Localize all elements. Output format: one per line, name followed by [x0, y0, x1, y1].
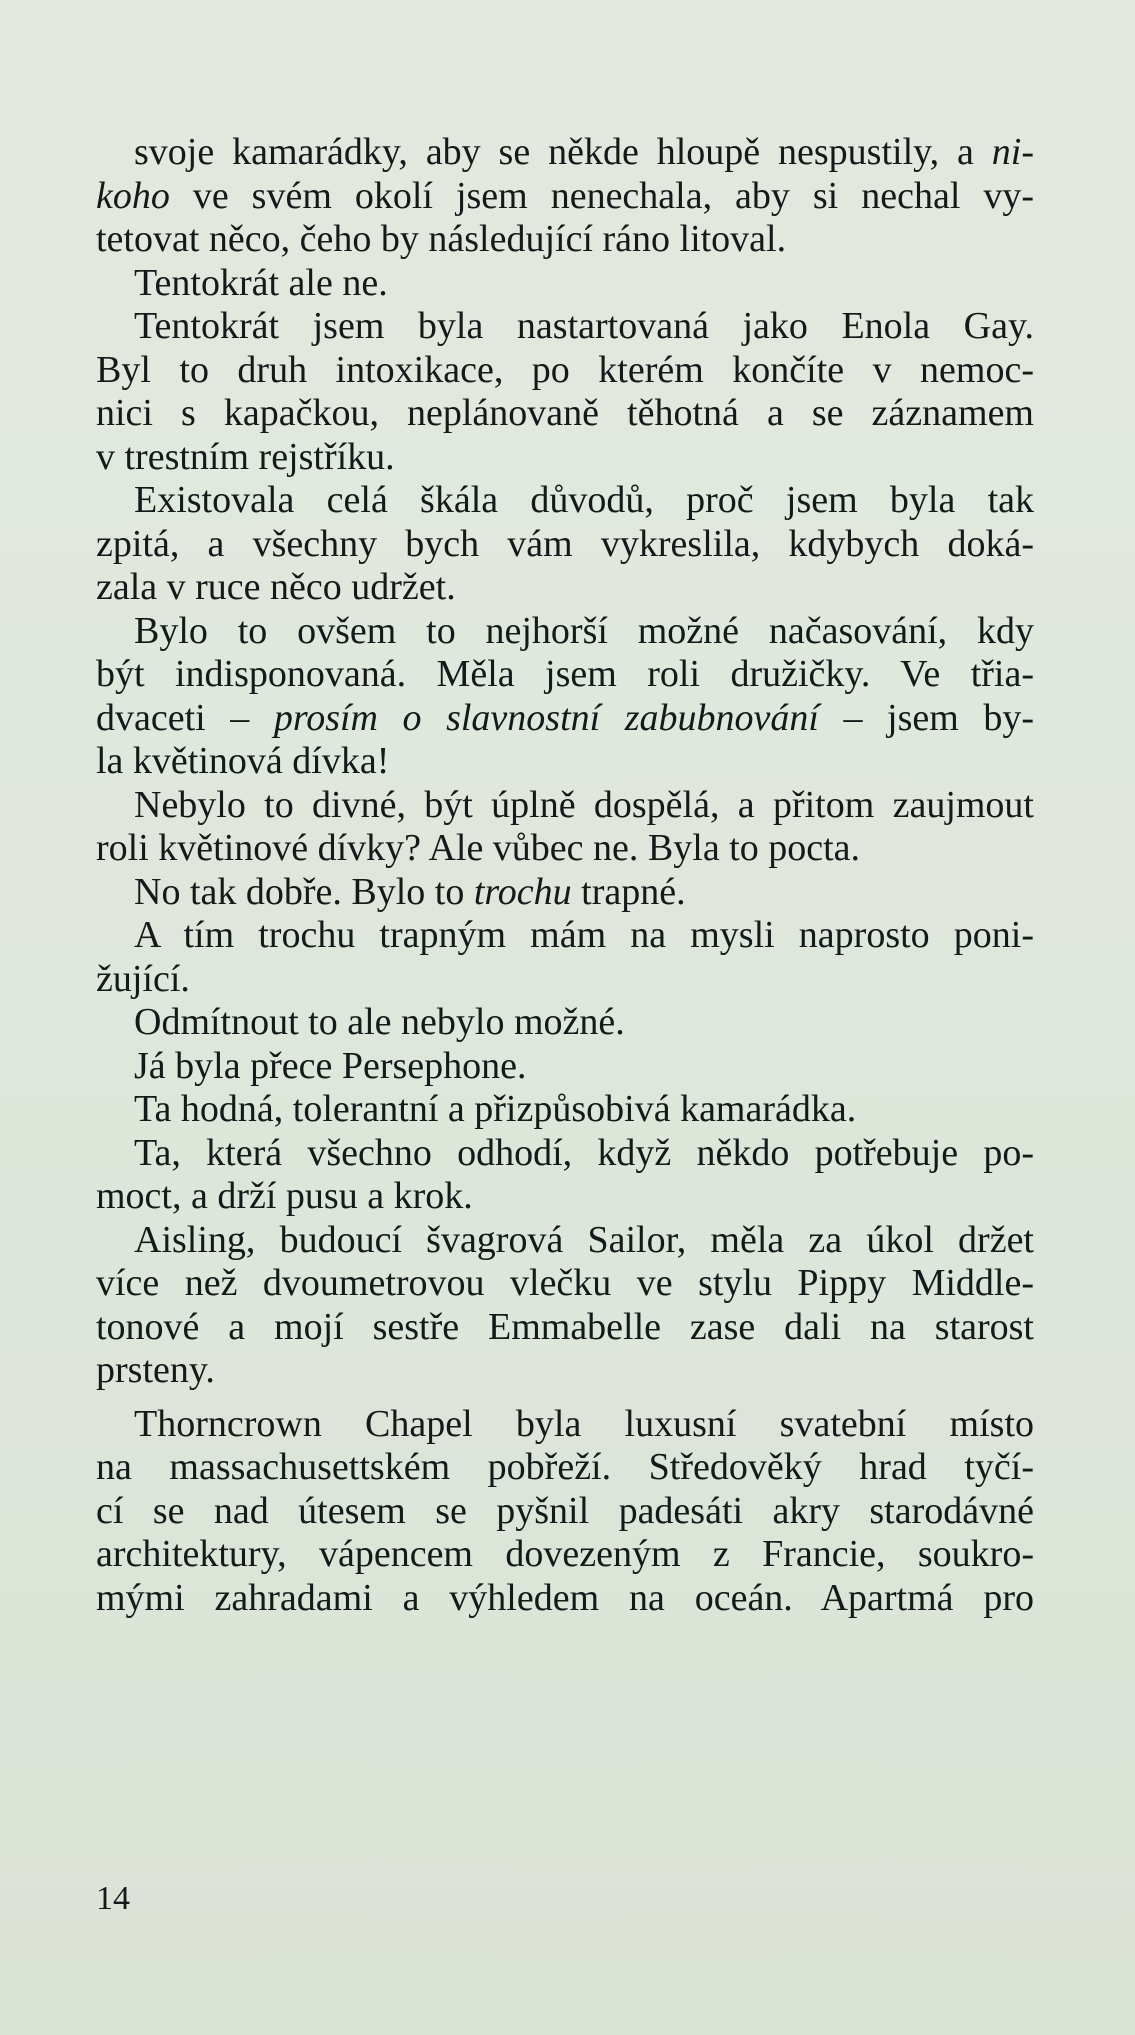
text-line: [96, 740, 1034, 784]
text-run: ve svém okolí jsem nenechala, aby si nechal vy-: [169, 174, 1034, 217]
text-line: [96, 1175, 1034, 1219]
text-run: nici s kapačkou, neplánovaně těhotná a se záznamem: [96, 392, 1034, 434]
text-line: [96, 218, 1034, 262]
text-run: Já byla přece Persephone.: [134, 1044, 527, 1087]
text-run: A tím trochu trapným mám na mysli naprosto poni-: [134, 914, 1034, 956]
text-line: [96, 566, 1034, 610]
italic-text: prosím o slavnostní zabubnování: [273, 696, 819, 739]
text-run: Odmítnout to ale nebylo možné.: [134, 1001, 625, 1043]
text-line: [96, 1446, 1034, 1490]
text-run: trapné.: [571, 870, 686, 913]
text-line: [96, 1306, 1034, 1350]
text-run: Ta hodná, tolerantní a přizpůsobivá kamarádka.: [134, 1088, 857, 1130]
text-run: zpitá, a všechny bych vám vykreslila, kdybych doká-: [96, 522, 1034, 565]
italic-text: koho: [96, 174, 170, 217]
text-run: být indisponovaná. Měla jsem roli družičky. Ve třia-: [96, 653, 1034, 695]
text-run: architektury, vápencem dovezeným z Francie, soukro-: [96, 1533, 1034, 1575]
text-line: [96, 305, 1034, 349]
text-run: Nebylo to divné, být úplně dospělá, a přitom zaujmout: [134, 783, 1034, 826]
text-line: [96, 697, 1034, 741]
text-line: [96, 1533, 1034, 1577]
text-line: [96, 1001, 1034, 1045]
italic-text: trochu: [473, 870, 572, 913]
text-line: [96, 653, 1034, 697]
text-run: Byl to druh intoxikace, po kterém končíte v nemoc-: [96, 348, 1034, 391]
text-run: svoje kamarádky, aby se někde hloupě nespustily, a: [134, 131, 992, 173]
text-run: – jsem by-: [818, 696, 1034, 739]
text-run: roli květinové dívky? Ale vůbec ne. Byla to pocta.: [96, 827, 861, 869]
text-line: [96, 479, 1034, 523]
text-line: [96, 827, 1034, 871]
text-run: na massachusettském pobřeží. Středověký hrad tyčí-: [96, 1446, 1034, 1488]
text-run: la květinová dívka!: [96, 740, 390, 782]
text-line: [96, 436, 1034, 480]
body-text: [96, 131, 1034, 1620]
text-line: [96, 1219, 1034, 1263]
text-line: [96, 610, 1034, 654]
text-run: Aisling, budoucí švagrová Sailor, měla za úkol držet: [134, 1218, 1034, 1261]
text-line: [96, 349, 1034, 393]
text-line: [96, 1349, 1034, 1393]
text-run: zala v ruce něco udržet.: [96, 566, 456, 608]
text-line: [96, 175, 1034, 219]
text-run: cí se nad útesem se pyšnil padesáti akry starodávné: [96, 1489, 1034, 1532]
text-run: Ta, která všechno odhodí, když někdo potřebuje po-: [134, 1131, 1034, 1174]
text-run: v trestním rejstříku.: [96, 435, 395, 478]
text-line: [96, 914, 1034, 958]
text-run: Tentokrát jsem byla nastartovaná jako Enola Gay.: [134, 305, 1034, 347]
text-line: [96, 1577, 1034, 1621]
text-run: Existovala celá škála důvodů, proč jsem byla tak: [134, 479, 1034, 521]
text-line: [96, 784, 1034, 828]
text-run: Tentokrát ale ne.: [134, 261, 388, 304]
text-line: [96, 1490, 1034, 1534]
text-run: tonové a mojí sestře Emmabelle zase dali na starost: [96, 1305, 1034, 1348]
text-line: [96, 262, 1034, 306]
text-line: [96, 392, 1034, 436]
text-line: [96, 523, 1034, 567]
text-run: dvaceti –: [96, 696, 274, 739]
text-run: prsteny.: [96, 1349, 215, 1391]
text-run: Thorncrown Chapel byla luxusní svatební místo: [134, 1402, 1034, 1445]
text-run: tetovat něco, čeho by následující ráno litoval.: [96, 218, 787, 260]
text-run: více než dvoumetrovou vlečku ve stylu Pippy Middle-: [96, 1262, 1034, 1304]
text-line: [96, 1403, 1034, 1447]
page-number: 14: [96, 1880, 130, 1917]
text-run: žující.: [96, 957, 190, 1000]
text-line: [96, 958, 1034, 1002]
text-run: mými zahradami a výhledem na oceán. Apartmá pro: [96, 1576, 1034, 1619]
text-line: [96, 1045, 1034, 1089]
italic-text: ni-: [991, 131, 1034, 173]
text-line: [96, 1262, 1034, 1306]
text-line: [96, 1088, 1034, 1132]
text-run: Bylo to ovšem to nejhorší možné načasování, kdy: [134, 609, 1034, 652]
text-line: [96, 1132, 1034, 1176]
text-line: [96, 871, 1034, 915]
text-line: [96, 131, 1034, 175]
text-run: moct, a drží pusu a krok.: [96, 1175, 473, 1217]
text-run: No tak dobře. Bylo to: [134, 870, 474, 913]
